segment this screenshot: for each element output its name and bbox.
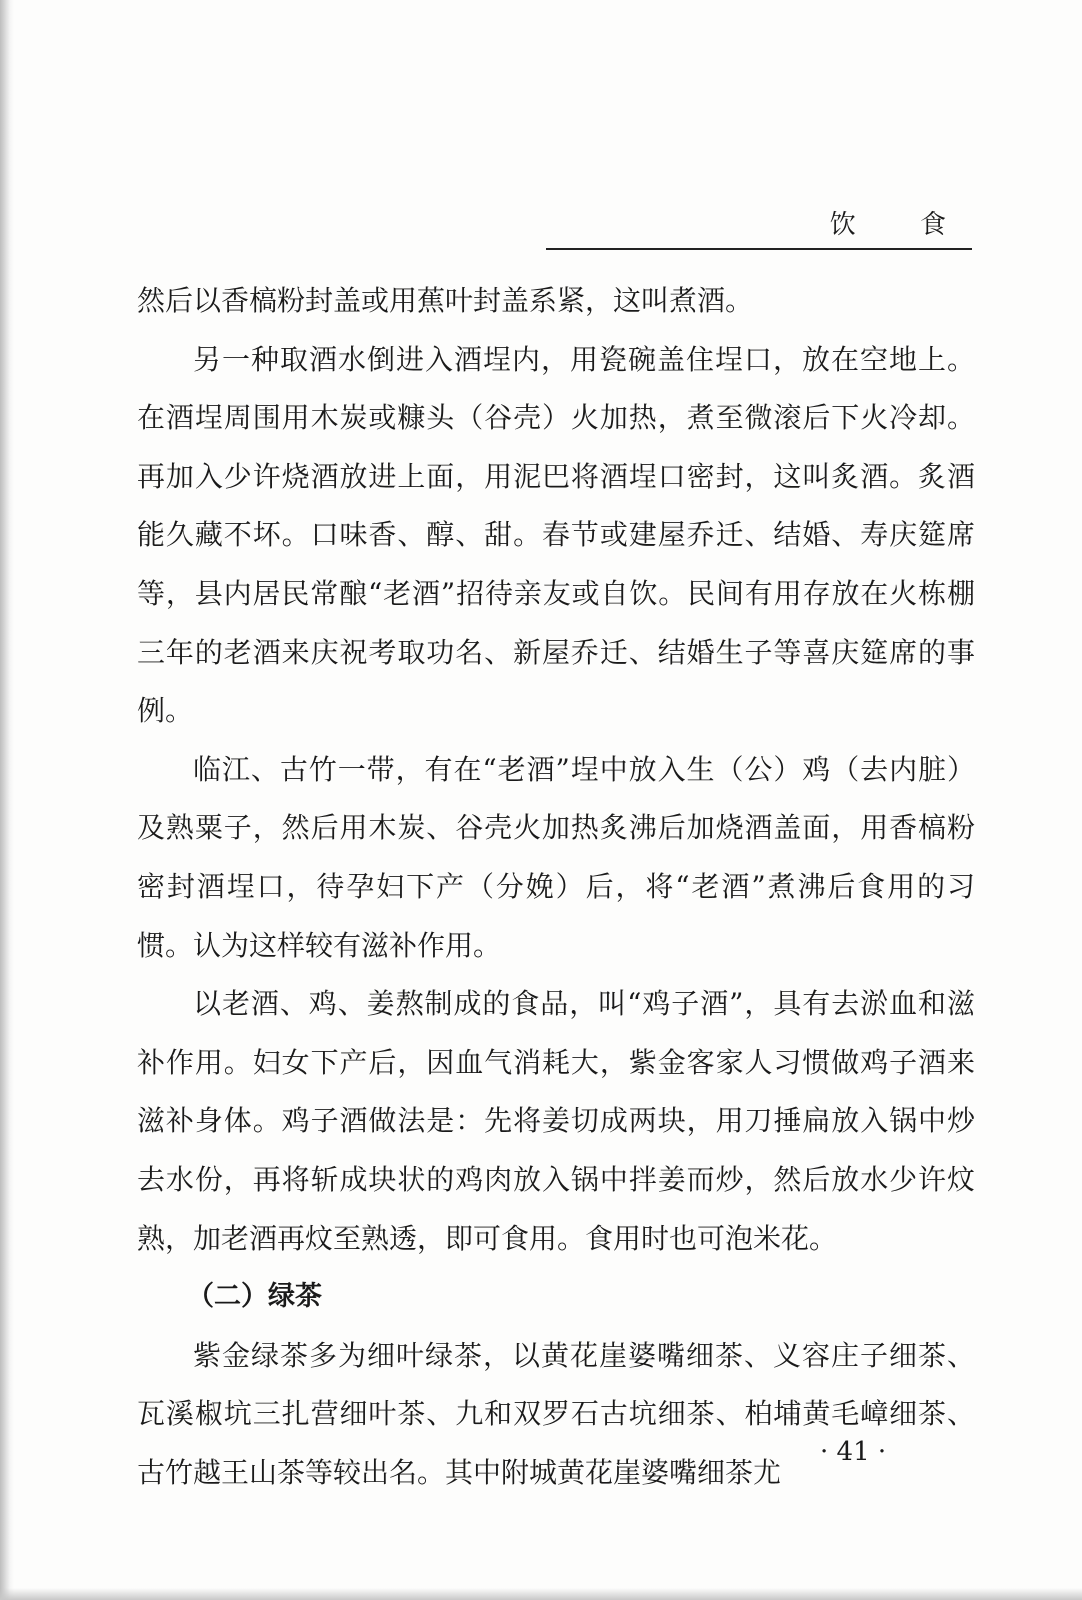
header-title: 饮 食 [829,210,974,240]
paragraph: 紫金绿茶多为细叶绿茶，以黄花崖婆嘴细茶、义容庄子细茶、瓦溪椒坑三扎营细叶茶、九和双罗石古坑细茶、柏埔黄毛嶂细茶、古竹越王山茶等较出名。其中附城黄花崖婆嘴细茶尤 [137,1338,975,1489]
paragraph: 临江、古竹一带，有在“老酒”埕中放入生（公）鸡（去内脏）及熟粟子，然后用木炭、谷壳火加热炙沸后加烧酒盖面，用香槁粉密封酒埕口，待孕妇下产（分娩）后，将“老酒”煮沸后食用的习惯。认为这样较有滋补作用。 [137,752,975,962]
paragraph: 另一种取酒水倒进入酒埕内，用瓷碗盖住埕口，放在空地上。在酒埕周围用木炭或糠头（谷壳）火加热，煮至微滚后下火冷却。再加入少许烧酒放进上面，用泥巴将酒埕口密封，这叫炙酒。炙酒能久藏不坏。口味香、醇、甜。春节或建屋乔迁、结婚、寿庆筵席等，县内居民常酿“老酒”招待亲友或自饮。民间有用存放在火栋棚三年的老酒来庆祝考取功名、新屋乔迁、结婚生子等喜庆筵席的事例。 [137,342,975,728]
running-header [546,200,972,250]
page-bottom-shadow [0,1588,1082,1600]
body-text [137,272,975,1502]
paragraph-continued: 然后以香槁粉封盖或用蕉叶封盖系紧，这叫煮酒。 [137,284,754,317]
paragraph: 以老酒、鸡、姜熬制成的食品，叫“鸡子酒”，具有去淤血和滋补作用。妇女下产后，因血气消耗大，紫金客家人习惯做鸡子酒来滋补身体。鸡子酒做法是：先将姜切成两块，用刀捶扁放入锅中炒去水份，再将斩成块状的鸡肉放入锅中拌姜而炒，然后放水少许炆熟，加老酒再炆至熟透，即可食用。食用时也可泡米花。 [137,987,975,1255]
page-number: · 41 · [820,1437,887,1467]
page-binding-shadow [0,0,14,1600]
section-heading: （二）绿茶 [187,1281,322,1313]
